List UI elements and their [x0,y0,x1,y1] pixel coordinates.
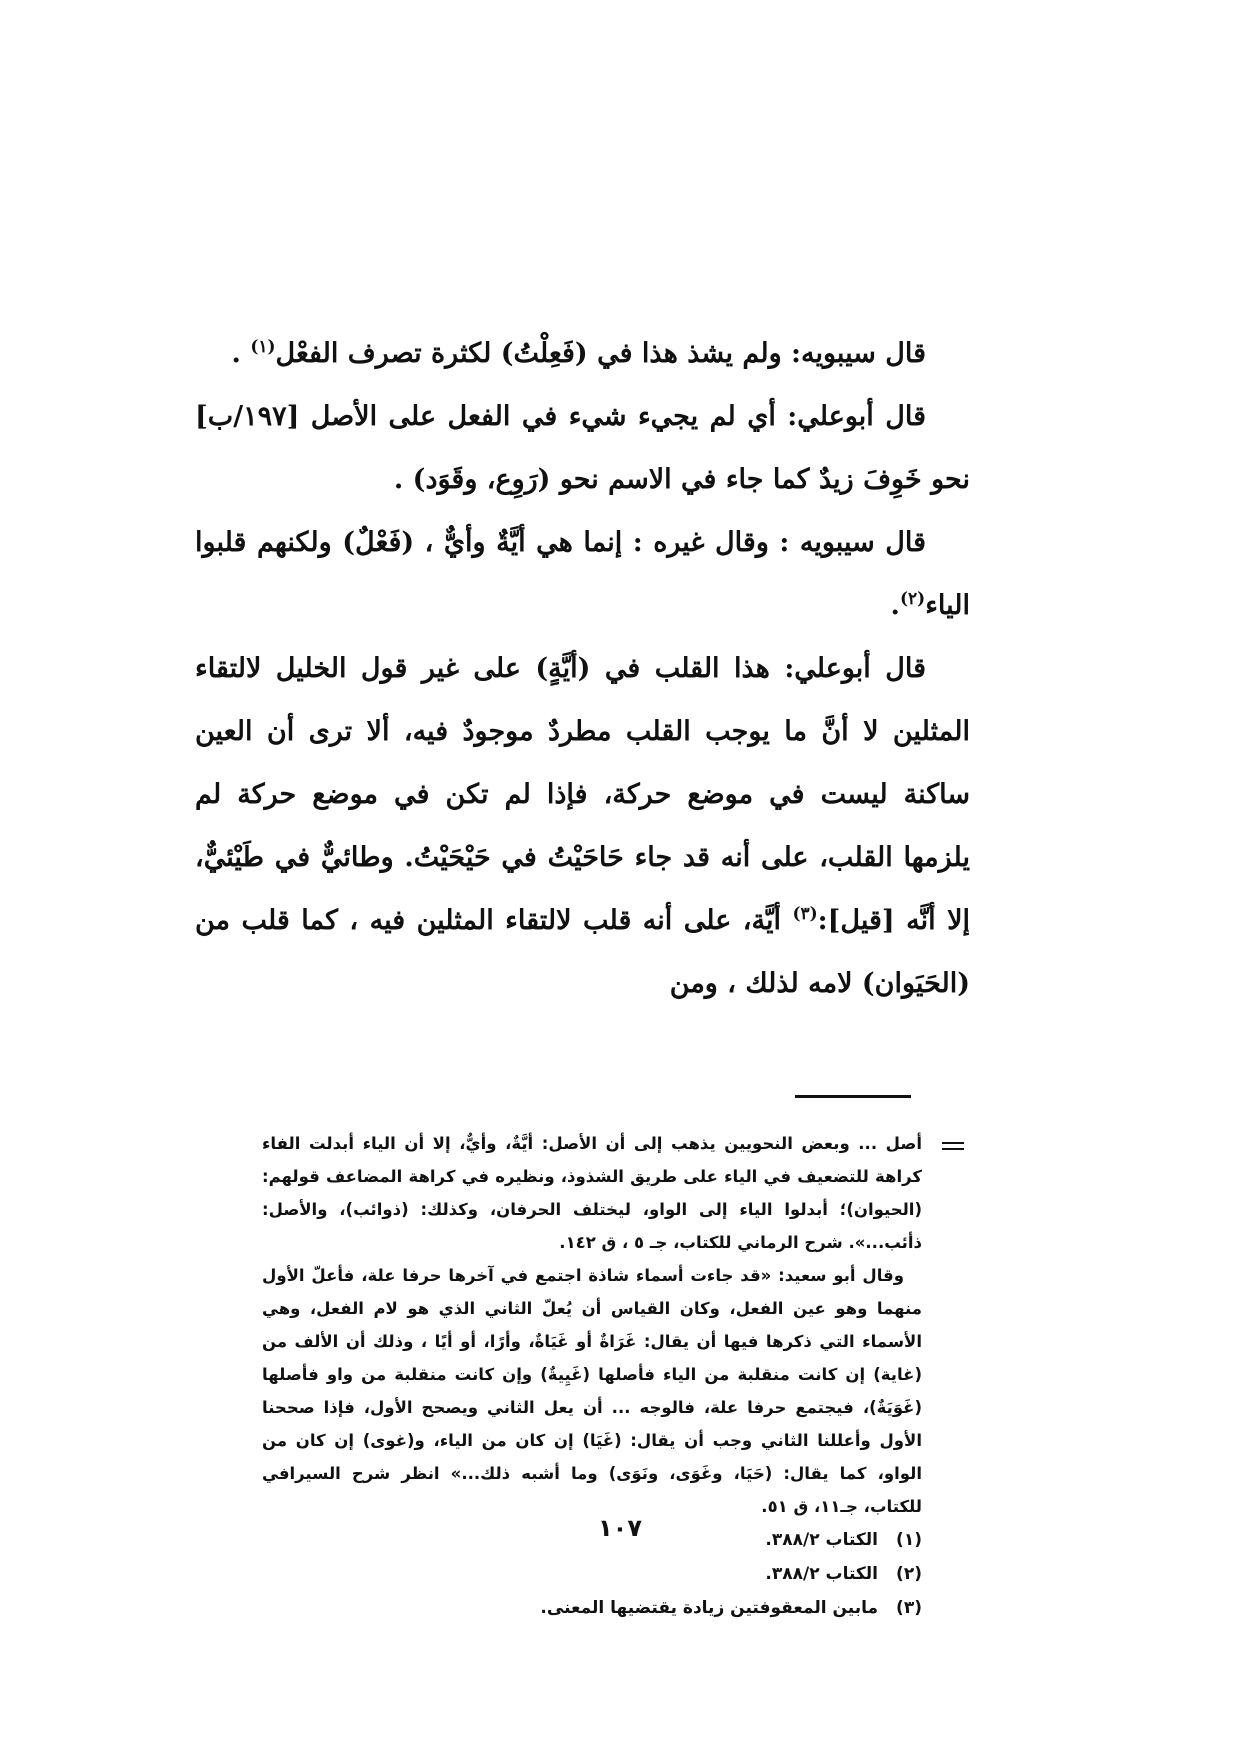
speaker-label: قال سيبويه: [791,338,926,369]
main-text-body [195,322,970,1015]
footnote-number: (١) [896,1530,922,1550]
footnote-text: الكتاب ٣٨٨/٢. [765,1530,878,1550]
footnote-ref-3: (٣) [792,904,818,924]
continued-note-sirafi: وقال أبو سعيد: «قد جاءت أسماء شاذة اجتمع في آخرها حرفا علة، فأعلّ الأول منهما وهو عين الفعل، وكان القياس أن يُعلّ الثاني الذي هو لام الفعل، وهي الأسماء التي ذكرها فيها أن يقال: غَرَاةٌ أو غَيَاةٌ، وأرًا، أو أيًا ، وذلك أن الألف من (غاية) إن كانت منقلبة من الياء فأصلها (غَيِيةٌ) وإن كانت منقلبة من واو فأصلها (غَوَيَةٌ)، فيجتمع حرفا علة، فالوجه ... أن يعل الثاني ويصحح الأول، فإذا صححنا الأول وأعللنا الثاني وجب أن يقال: (غَيَا) إن كان من الياء، و(غوى) إن كان من الواو، كما يقال: (حَيَا، وغَوَى، ونَوَى) وما أشبه ذلك...» انظر شرح السيرافي للكتاب، جـ١١، ق ٥١. [262,1266,922,1516]
paragraph-abu-ali-1 [195,385,970,511]
footnote-text: الكتاب ٣٨٨/٢. [765,1564,878,1584]
paragraph-end: . [890,590,900,621]
footnote-separator [795,1095,911,1098]
note-continuation-marker [942,1142,964,1150]
paragraph-text: ولم يشذ هذا في (فَعِلْتُ) لكثرة تصرف الفعْل [275,338,792,369]
page-number: ١٠٧ [598,1514,642,1542]
paragraph-sibawayh-1 [195,322,970,385]
footnote-ref-1: (١) [250,337,276,357]
footnote-text: مابين المعقوفتين زيادة يقتضيها المعنى. [540,1598,878,1618]
paragraph-sibawayh-2 [195,511,970,637]
paragraph-text: قال أبوعلي: أي لم يجيء شيء في الفعل على الأصل [١٩٧/ب] نحو خَوِفَ زيدٌ كما جاء في الاسم نحو (رَوِع، وقَوَد) . [195,401,970,495]
paragraph-end: . [231,338,251,369]
paragraph-text: وقال غيره : إنما هي أيَّةٌ وأيٌّ ، (فَعْلٌ) ولكنهم قلبوا الياء [195,527,970,621]
paragraph-text-continued: أيَّة، على أنه قلب لالتقاء المثلين فيه ، كما قلب من (الحَيَوان) لامه لذلك ، ومن [195,905,970,999]
footnotes-section [262,1127,922,1625]
footnote-2 [262,1557,922,1591]
speaker-label: قال سيبويه : [779,527,926,558]
paragraph-abu-ali-2 [195,637,970,1015]
footnote-number: (٣) [896,1598,922,1618]
paragraph-text: قال أبوعلي: هذا القلب في (أيَّةٍ) على غير قول الخليل لالتقاء المثلين لا أنَّ ما يوجب القلب مطردٌ موجودٌ فيه، ألا ترى أن العين ساكنة ليست في موضع حركة، فإذا لم تكن في موضع حركة لم يلزمها القلب، على أنه قد جاء حَاحَيْتُ في حَيْحَيْتُ. وطائيٌّ في طَيْئيٌّ، إلا أنَّه [قيل]: [195,653,970,936]
footnote-3 [262,1591,922,1625]
continued-note-rummani: أصل ... وبعض النحويين يذهب إلى أن الأصل: أيَّةٌ، وأيٌّ، إلا أن الياء أبدلت الفاء كراهة للتضعيف في الياء على طريق الشذوذ، ونظيره في كراهة المضاعف قولهم: (الحيوان)؛ أبدلوا الياء إلى الواو، ليختلف الحرفان، وكذلك: (ذوائب)، والأصل: ذأئب...». شرح الرماني للكتاب، جـ ٥ ، ق ١٤٢. [262,1134,922,1252]
footnote-ref-2: (٢) [899,589,926,609]
footnote-number: (٢) [896,1564,922,1584]
